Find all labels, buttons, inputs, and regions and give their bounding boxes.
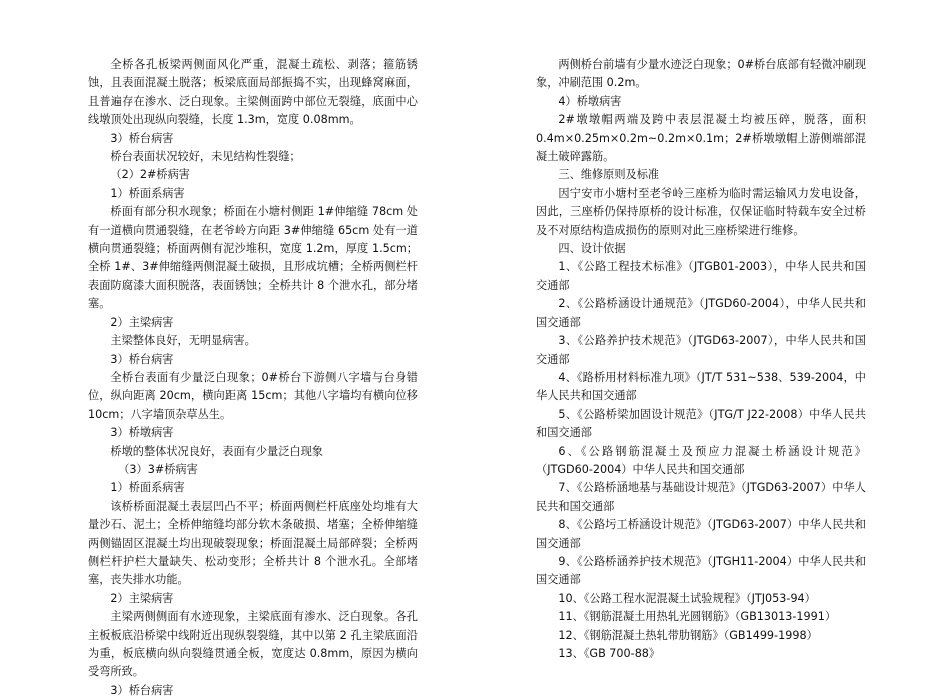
section-heading: 三、维修原则及标准 [558,168,660,182]
section-heading: 2）主梁病害 [110,591,174,605]
reference-item: 10、《公路工程水泥混凝土试验规程》（JTJ053-94） [558,591,816,605]
paragraph: 全桥台表面有少量泛白现象；0#桥台下游侧八字墙与台身错位，纵向距离 20cm，横向距离 15cm；其他八字墙均有横向位移 10cm；八字墙顶杂草丛生。 [88,370,418,421]
section-heading: 1）桥面系病害 [110,481,185,495]
paragraph: 两侧桥台前墙有少量水迹泛白现象；0#桥台底部有轻微冲刷现象，冲刷范围 0.2m。 [536,58,866,90]
paragraph: 桥墩的整体状况良好，表面有少量泛白现象 [110,444,323,458]
paragraph: 2#墩墩帽两端及跨中表层混凝土均被压碎，脱落，面积 0.4m×0.25m×0.2m~0.2m×0.1m；2#桥墩墩帽上游侧端部混凝土破碎露筋。 [536,113,866,164]
section-heading: 3）桥墩病害 [110,426,174,440]
section-heading: 3）桥台病害 [110,352,174,366]
reference-item: 1、《公路工程技术标准》（JTGB01-2003），中华人民共和国交通部 [536,260,866,292]
paragraph: 桥面有部分积水现象；桥面在小塘村侧距 1#伸缩缝 78cm 处有一道横向贯通裂缝，在老爷岭方向距 3#伸缩缝 65cm 处有一道横向贯通裂缝；桥面两侧有泥沙堆积，宽度 1.2m，厚度 1.5cm；全桥 1#、3#伸缩缝两侧混凝土破损，且形成坑槽；全桥两侧栏杆表面防腐漆大面积脱落，表面锈蚀；全桥共计 8 个泄水孔，部分堵塞。 [88,205,418,311]
right-column [536,56,866,663]
reference-item: 6、《公路钢筋混凝土及预应力混凝土桥涵设计规范》（JTGD60-2004）中华人民共和国交通部 [536,444,866,476]
reference-item: 4、《路桥用材料标准九项》（JT/T 531~538、539-2004，中华人民共和国交通部 [536,370,866,403]
reference-item: 3、《公路养护技术规范》（JTGD63-2007），中华人民共和国交通部 [536,334,866,366]
reference-item: 5、《公路桥梁加固设计规范》（JTG/T J22-2008）中华人民共和国交通部 [536,407,866,440]
section-heading: 3）桥台病害 [110,683,174,697]
section-heading: 3）桥台病害 [110,131,174,145]
paragraph: 主梁两侧侧面有水迹现象，主梁底面有渗水、泛白现象。各孔主板板底沿桥梁中线附近出现纵裂裂缝，其中以第 2 孔主梁底面沿为重，板底横向纵向裂缝贯通全板，宽度达 0.8mm，原因为横向受弯所致。 [88,610,418,679]
reference-item: 2、《公路桥涵设计通规范》（JTGD60-2004），中华人民共和国交通部 [536,297,866,329]
reference-item: 8、《公路圬工桥涵设计规范》（JTGD63-2007）中华人民共和国交通部 [536,518,866,550]
left-column [88,56,418,700]
reference-item: 7、《公路桥涵地基与基础设计规范》（JTGD63-2007）中华人民共和国交通部 [536,481,866,513]
paragraph: 主梁整体良好，无明显病害。 [110,334,256,348]
paragraph: 因宁安市小塘村至老爷岭三座桥为临时需运输风力发电设备，因此，三座桥仍保持原桥的设计标准，仅保证临时特载车安全过桥及不对原结构造成损伤的原则对此三座桥梁进行维修。 [536,186,866,237]
reference-item: 9、《公路桥涵养护技术规范》（JTGH11-2004）中华人民共和国交通部 [536,554,866,587]
paragraph: 全桥各孔板梁两侧面风化严重，混凝土疏松、剥落；箍筋锈蚀，且表面混凝土脱落；板梁底面局部振捣不实，出现蜂窝麻面，且普遍存在渗水、泛白现象。主梁侧面跨中部位无裂缝，底面中心线墩顶处出现纵向裂缝，长度 1.3m，宽度 0.08mm。 [88,58,418,127]
reference-item: 11、《钢筋混凝土用热轧光圆钢筋》（GB13013-1991） [558,610,837,624]
reference-item: 13、《GB 700-88》 [558,647,661,660]
section-heading: （2）2#桥病害 [110,168,190,182]
section-heading: 2）主梁病害 [110,315,174,329]
section-heading: 四、设计依据 [558,242,626,256]
paragraph: 桥台表面状况较好，未见结构性裂缝； [110,150,301,164]
section-heading: （3）3#桥病害 [118,462,198,476]
section-heading: 1）桥面系病害 [110,186,185,200]
paragraph: 该桥桥面混凝土表层凹凸不平；桥面两侧栏杆底座处均堆有大量沙石、泥土；全桥伸缩缝均部分软木条破损、堵塞；全桥伸缩缝两侧锚固区混凝土均出现破裂现象；桥面混凝土局部碎裂；全桥两侧栏杆护栏大量缺失、松动变形；全桥共计 8 个泄水孔。全部堵塞，丧失排水功能。 [88,499,418,587]
reference-item: 12、《钢筋混凝土热轧带肋钢筋》（GB1499-1998） [558,628,818,642]
section-heading: 4）桥墩病害 [558,94,622,108]
